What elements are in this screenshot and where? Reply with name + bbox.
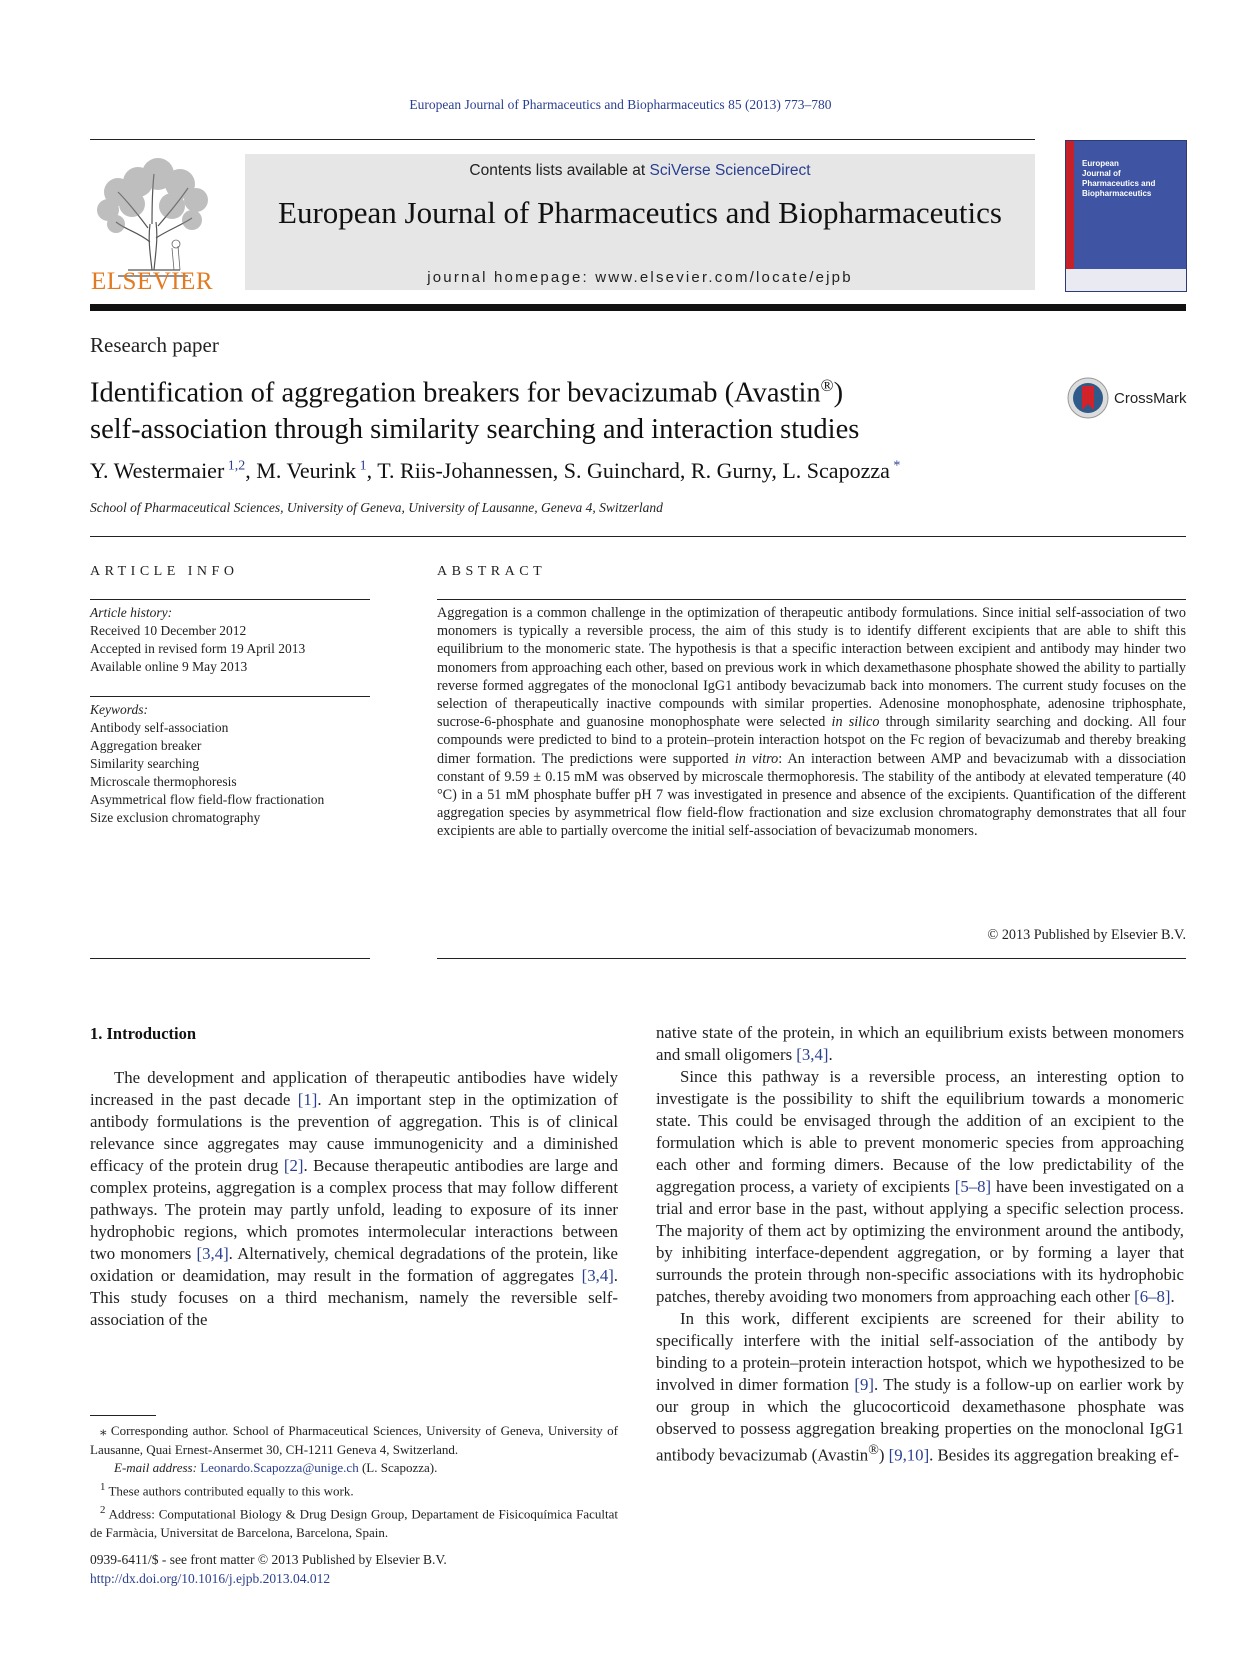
citation-link[interactable]: [3,4] <box>581 1266 614 1285</box>
abstract-part: : An interaction between AMP and bevacizumab with a dissociation constant of 9.59 ± 0.15 mM was observed by microscale thermophoresis. The stability of the antibody at elevated temperature (40 °C) in a 51 mM phosphate buffer pH 7 was investigated in presence and absence of the excipients. Quantification of the different aggregation species by asymmetrical flow field-flow fractionation and size exclusion chromatography demonstrates that all four excipients are able to partially overcome the initial self-association of bevacizumab monomers. <box>437 750 1186 840</box>
divider <box>437 958 1186 959</box>
paragraph-text: In this work, different excipients are screened for their ability to specifically interfere with the initial self-association of the antibody by binding to a protein–protein interaction hotspot, which we hypothesized to be involved in dimer formation <box>656 1309 1184 1394</box>
crossmark-icon <box>1066 376 1110 420</box>
cover-footer <box>1066 269 1186 291</box>
citation-link[interactable]: [2] <box>283 1156 304 1175</box>
paragraph-text: . This study focuses on a third mechanism, namely the reversible self-association of the <box>90 1266 618 1329</box>
paragraph-text: Since this pathway is a reversible process, an interesting option to investigate is the possibility to shift the equilibrium towards a monomeric state. This could be envisaged through the addition of an excipient to the formulation which is able to prevent monomeric species from approaching each other and forming dimers. Because of the low predictability of the aggregation process, a variety of excipients <box>656 1067 1184 1196</box>
footnote-text: Corresponding author. School of Pharmaceutical Sciences, University of Geneva, University of Lausanne, Quai Ernest-Ansermet 30, CH-1211 Geneva 4, Switzerland. <box>90 1423 619 1457</box>
issn-line: 0939-6411/$ - see front matter © 2013 Published by Elsevier B.V. <box>90 1552 447 1567</box>
sciencedirect-link[interactable]: SciVerse ScienceDirect <box>649 162 811 179</box>
abstract-part: through similarity searching and docking. All four compounds were predicted to bind to a protein–protein interaction hotspot on the Fc region of bevacizumab and thereby breaking dimer formation. The predictions were supported <box>437 714 1186 767</box>
keywords-label: Keywords: <box>90 702 148 717</box>
email-suffix: (L. Scapozza). <box>361 1460 438 1476</box>
citation-link[interactable]: [5–8] <box>954 1177 992 1196</box>
contents-line <box>245 162 1035 180</box>
author-affiliation-ref[interactable]: 1,2 <box>227 458 246 474</box>
abstract-italic: in vitro <box>734 750 779 767</box>
footnote-1 <box>90 1478 618 1501</box>
keyword: Microscale thermophoresis <box>90 774 237 789</box>
history-item: Accepted in revised form 19 April 2013 <box>90 641 306 656</box>
paragraph <box>656 1022 1184 1066</box>
author-list: Y. Westermaier $^{1,2}$, M. Veurink $^1$, T. Riis-Johannessen, S. Guinchard, R. Gurny, L. Scapozza * <box>90 458 901 483</box>
citation-link[interactable]: [6–8] <box>1134 1287 1171 1306</box>
paragraph-text: ) <box>878 1445 889 1465</box>
paragraph-text: . Alternatively, chemical degradations of the protein, like oxidation or deamidation, may result in the formation of aggregates <box>90 1244 618 1285</box>
paragraph <box>656 1066 1184 1308</box>
footnotes <box>90 1422 618 1542</box>
crossmark-label: CrossMark <box>1114 390 1187 407</box>
footnote-mark: 1 <box>100 1480 106 1493</box>
crossmark-badge[interactable] <box>1066 376 1206 422</box>
paragraph-text: . <box>828 1045 833 1064</box>
footnote-email <box>90 1459 618 1478</box>
cover-title-line: Journal of <box>1082 169 1121 178</box>
masthead-panel <box>245 154 1035 290</box>
contents-prefix: Contents lists available at <box>469 162 650 179</box>
footnote-text: Address: Computational Biology & Drug Design Group, Departament de Fisicoquímica Facultat de Farmàcia, Universitat de Barcelona, Barcelona, Spain. <box>90 1506 618 1540</box>
paragraph-text: have been investigated on a trial and error base in the past, without applying a specific selection process. The majority of them act by optimizing the environment around the antibody, by inhibiting interface-dependent aggregation, or by forming a layer that surrounds the protein through non-specific associations with its hydrophobic patches, thereby avoiding two monomers from approaching each other <box>656 1177 1184 1306</box>
abstract-heading: ABSTRACT <box>437 564 547 579</box>
citation-link[interactable]: [3,4] <box>796 1045 829 1064</box>
masthead-bottom-rule <box>90 304 1186 311</box>
body-column-right <box>656 1022 1184 1467</box>
paragraph-text: . An important step in the optimization of antibody formulations is the prevention of aggregation. This is of clinical relevance since aggregates may cause immunogenicity and a diminished efficacy of the protein drug <box>90 1090 618 1175</box>
divider <box>90 696 370 697</box>
abstract-text <box>437 604 1186 841</box>
divider <box>90 958 370 959</box>
paper-title-line-1 <box>90 368 1040 412</box>
divider <box>90 599 370 600</box>
keyword: Similarity searching <box>90 756 200 771</box>
keywords <box>90 701 370 827</box>
article-history <box>90 604 370 676</box>
title-text: ) <box>833 377 844 409</box>
cover-title-line: Biopharmaceutics <box>1082 189 1152 198</box>
running-header[interactable]: European Journal of Pharmaceutics and Biopharmaceutics 85 (2013) 773–780 <box>409 97 832 112</box>
citation-link[interactable]: [1] <box>297 1090 318 1109</box>
author[interactable]: Y. Westermaier <box>90 458 225 483</box>
paper-title <box>90 368 1040 448</box>
history-item: Received 10 December 2012 <box>90 623 247 638</box>
abstract-italic: in silico <box>831 714 880 731</box>
cover-title-line: European <box>1082 159 1119 168</box>
author-affiliation-ref[interactable]: 1 <box>359 458 367 474</box>
keyword: Aggregation breaker <box>90 738 202 753</box>
corresponding-author-ref[interactable]: * <box>893 458 901 474</box>
keyword: Size exclusion chromatography <box>90 810 261 825</box>
history-item: Available online 9 May 2013 <box>90 659 248 674</box>
body-column-left <box>90 1067 618 1331</box>
footnote-rule <box>90 1415 156 1416</box>
citation-link[interactable]: [9] <box>854 1375 874 1394</box>
paper-title-line-2: self-association through similarity searching and interaction studies <box>90 413 860 445</box>
author[interactable]: L. Scapozza <box>782 458 890 483</box>
affiliation: School of Pharmaceutical Sciences, University of Geneva, University of Lausanne, Geneva 4, Switzerland <box>90 500 663 515</box>
paragraph-text: . Besides its aggregation breaking ef- <box>929 1445 1179 1465</box>
doi-link[interactable]: http://dx.doi.org/10.1016/j.ejpb.2013.04.012 <box>90 1570 331 1586</box>
footnote-2 <box>90 1501 618 1543</box>
paragraph-text: native state of the protein, in which an equilibrium exists between monomers and small oligomers <box>656 1023 1184 1064</box>
footnote-mark: 2 <box>100 1503 106 1516</box>
keyword: Asymmetrical flow field-flow fractionation <box>90 792 325 807</box>
registered-mark: ® <box>820 376 834 395</box>
keyword: Antibody self-association <box>90 720 229 735</box>
elsevier-wordmark: ELSEVIER <box>91 268 214 295</box>
divider <box>437 599 1186 600</box>
cover-title <box>1082 159 1182 199</box>
history-label: Article history: <box>90 605 173 620</box>
masthead-top-rule <box>90 139 1035 140</box>
author[interactable]: M. Veurink <box>256 458 357 483</box>
abstract-part: Aggregation is a common challenge in the optimization of therapeutic antibody formulations. Since initial self-association of two monomers is typically a reversible process, the aim of this study is to identify different excipients that are able to shift this equilibrium to the monomeric state. The hypothesis is that a specific interaction between excipient and antibody may hinder two monomers from approaching each other, based on previous work in which dexamethasone phosphate showed the ability to partially reverse formed aggregates of the monoclonal IgG1 antibody bevacizumab back into monomers. The current study focuses on the selection of therapeutically inactive compounds with similar properties. Adenosine monophosphate, adenosine triphosphate, sucrose-6-phosphate and guanosine monophosphate were selected <box>437 605 1186 731</box>
footnote-text: These authors contributed equally to this work. <box>108 1483 354 1499</box>
paragraph-text: . <box>1170 1287 1175 1306</box>
article-info-heading: ARTICLE INFO <box>90 564 239 579</box>
paragraph-text: . Because therapeutic antibodies are large and complex proteins, aggregation is a complex process that may follow different pathways. The protein may partly unfold, leading to exposure of its inner hydrophobic regions, which promotes intermolecular interactions between two monomers <box>90 1156 618 1263</box>
journal-cover-thumbnail[interactable] <box>1065 140 1187 292</box>
footnote-corresponding <box>90 1422 618 1459</box>
affiliation-rule <box>90 536 1186 537</box>
author[interactable]: S. Guinchard <box>563 458 680 483</box>
footnote-mark: ⁎ <box>100 1423 107 1438</box>
cover-title-line: Pharmaceutics and <box>1082 179 1156 188</box>
title-text: Identification of aggregation breakers for bevacizumab (Avastin <box>90 377 821 409</box>
registered-mark: ® <box>868 1443 879 1458</box>
author[interactable]: R. Gurny <box>690 458 772 483</box>
citation-link[interactable]: [9,10] <box>888 1445 930 1465</box>
section-heading-introduction: 1. Introduction <box>90 1024 197 1043</box>
journal-title: European Journal of Pharmaceutics and Biopharmaceutics <box>278 195 1002 230</box>
citation-link[interactable]: [3,4] <box>196 1244 229 1263</box>
issn-block <box>90 1551 447 1588</box>
abstract-copyright: © 2013 Published by Elsevier B.V. <box>987 927 1186 943</box>
paragraph-text: The development and application of therapeutic antibodies have widely increased in the past decade <box>90 1068 618 1109</box>
paragraph <box>90 1067 618 1331</box>
paragraph <box>656 1308 1184 1467</box>
paragraph-text: . The study is a follow-up on earlier work by our group in which the glucocorticoid dexamethasone phosphate was observed to possess aggregation breaking properties on the monoclonal IgG1 antibody bevacizumab (Avastin <box>656 1375 1184 1465</box>
email-label: E-mail address: <box>114 1460 197 1476</box>
journal-homepage[interactable]: journal homepage: www.elsevier.com/locate/ejpb <box>427 269 853 286</box>
article-type: Research paper <box>90 333 219 357</box>
author[interactable]: T. Riis-Johannessen <box>377 458 553 483</box>
email-link[interactable]: Leonardo.Scapozza@unige.ch <box>200 1460 359 1476</box>
